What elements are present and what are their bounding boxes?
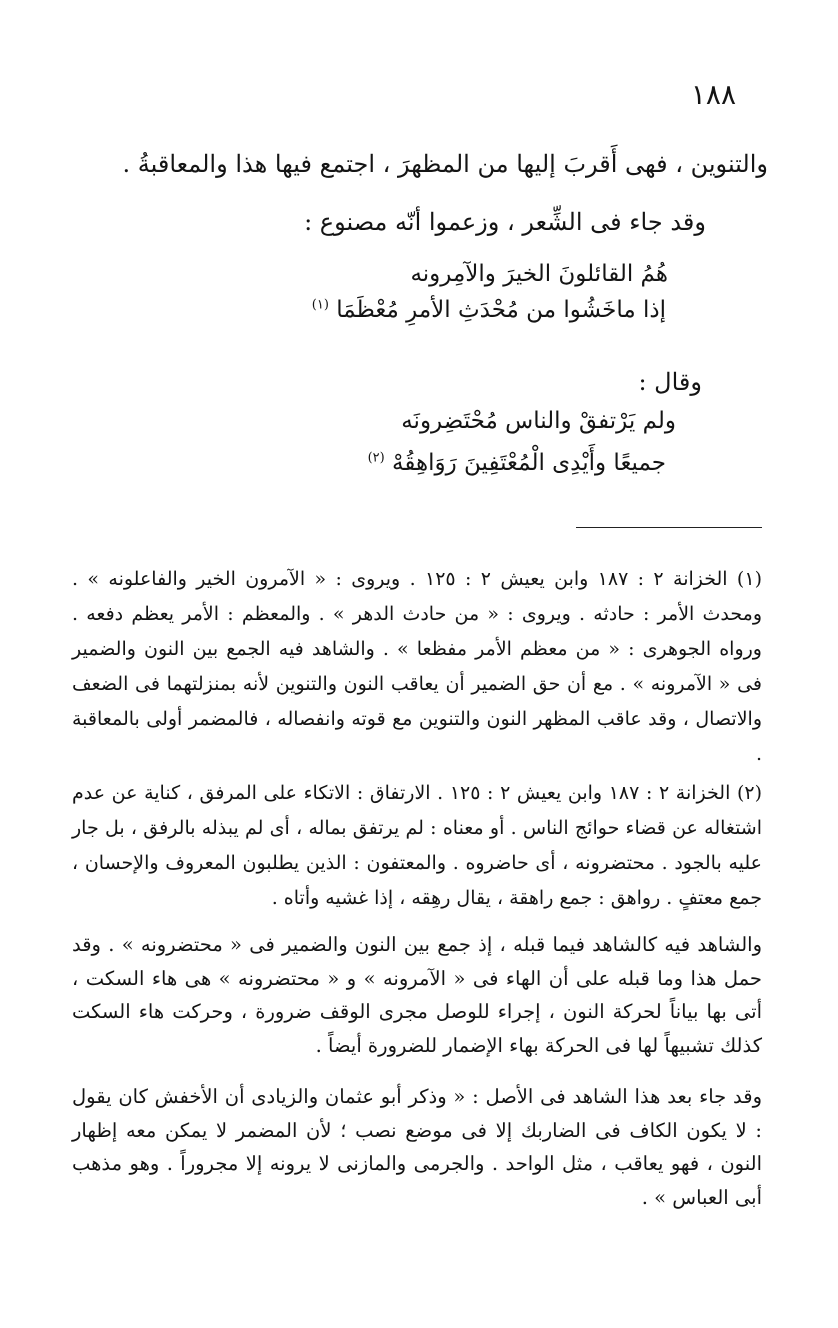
footnote-separator [576, 527, 762, 528]
commentary-paragraph-2 [72, 1080, 762, 1214]
verse-2-hemistich-2 [368, 450, 666, 476]
verse-intro-2: وقال : [638, 368, 702, 396]
footnote-ref-2: (٢) [367, 450, 385, 466]
verse-1-hemistich-2 [312, 297, 666, 323]
page-number: ١٨٨ [690, 78, 736, 111]
verse-1-text: إذا ماخَشُوا من مُحْدَثِ الأمرِ مُعْظَمَا [336, 297, 666, 323]
footnote-2-text: (٢) الخزانة ٢ : ١٨٧ وابن يعيش ٢ : ١٢٥ . الارتفاق : الاتكاء على المرفق ، كناية عن عدم اشتغاله عن قضاء حوائج الناس . أو معناه : لم يرتفق بماله ، أى لم يبذله بالرفق ، بل جار عليه بالجود . محتضرونه ، أى حاضروه . والمعتفون : الذين يطلبون المعروف والإحسان ، جمع معتفٍ . رواهق : جمع راهقة ، يقال رهِقه ، إذا غشيه وأتاه . [72, 782, 763, 909]
footnote-ref-1: (١) [311, 297, 329, 313]
main-text-line: والتنوين ، فهى أَقربَ إليها من المظهرَ ، اجتمع فيها هذا والمعاقبةُ . [122, 150, 768, 178]
verse-intro: وقد جاء فى الشِّعر ، وزعموا أنّه مصنوع : [304, 208, 706, 236]
commentary-paragraph-1 [72, 928, 762, 1062]
commentary-2-text: وقد جاء بعد هذا الشاهد فى الأصل : « وذكر أبو عثمان والزيادى أن الأخفش كان يقول : لا يكون الكاف فى الضاربك إلا فى موضع نصب ؛ لأن المضمر لا يمكن معه إظهار النون ، فهو يعاقب ، مثل الواحد . والجرمى والمازنى لا يرونه إلا مجروراً . وهو مذهب أبى العباس » . [72, 1085, 762, 1209]
footnote-2 [72, 776, 762, 916]
commentary-1-text: والشاهد فيه كالشاهد فيما قبله ، إذ جمع بين النون والضمير فى « محتضرونه » . وقد حمل هذا وما قبله على أن الهاء فى « الآمرونه » و « محتضرونه » هى هاء السكت ، أتى بها بياناً لحركة النون ، إجراء للوصل مجرى الوقف ضرورة ، وحركت هاء السكت كذلك تشبيهاً لها فى الحركة بهاء الإضمار للضرورة أيضاً . [72, 933, 762, 1057]
footnote-1 [72, 562, 762, 772]
verse-2-hemistich-1: ولم يَرْتفقْ والناس مُحْتَضِرونَه [401, 408, 676, 434]
verse-2-text: جميعًا وأَيْدِى الْمُعْتَفِينَ رَوَاهِقُهْ [392, 450, 666, 476]
footnote-1-text: (١) الخزانة ٢ : ١٨٧ وابن يعيش ٢ : ١٢٥ . ويروى : « الآمرون الخير والفاعلونه » . ومحدث الأمر : حادثه . ويروى : « من حادث الدهر » . والمعظم : الأمر يعظم دفعه . ورواه الجوهرى : « من معظم الأمر مفظعا » . والشاهد فيه الجمع بين النون والضمير فى « الآمرونه » . مع أن حق الضمير أن يعاقب النون والتنوين لأنه بمنزلتهما فى الضعف والاتصال ، وقد عاقب المظهر النون والتنوين مع قوته وانفصاله ، فالمضمر أولى بالمعاقبة . [72, 568, 762, 765]
verse-1-hemistich-1: هُمُ القائلونَ الخيرَ والآمِرونه [410, 261, 668, 287]
